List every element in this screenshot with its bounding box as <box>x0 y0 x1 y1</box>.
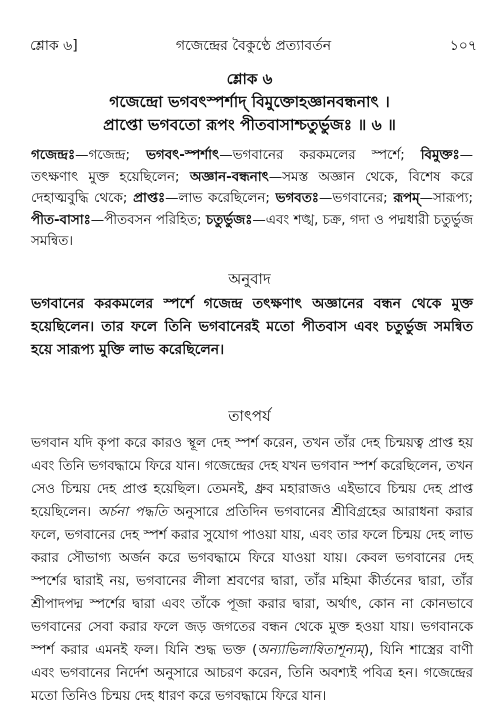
synonym-meaning: —গজেন্দ্র; <box>75 148 146 163</box>
purport-italic-term: অন্যাভিলাষিতাশূন্যম্ <box>257 643 364 658</box>
synonym-word: অজ্ঞান-বন্ধনাৎ <box>189 169 269 185</box>
verse-title: শ্লোক ৬ <box>226 70 273 88</box>
synonym-meaning: —পীতবসন পরিহিত; <box>90 212 206 228</box>
synonym-word: ভগবতঃ <box>275 191 319 207</box>
translation-heading: অনুবাদ <box>228 270 271 288</box>
running-header <box>30 34 477 54</box>
synonym-word: চতুর্ভুজঃ <box>205 212 253 228</box>
synonym-word: ভগবৎ-স্পর্শাৎ <box>145 148 220 163</box>
purport-italic-term: অর্চনা পদ্ধতি <box>97 505 168 520</box>
synonym-word: পীত-বাসাঃ <box>31 212 91 228</box>
synonym-meaning: —সমস্ত অজ্ঞান থেকে, বিশেষ করে দেহাত্মবুদ্ধি থেকে; <box>31 169 474 207</box>
purport-paragraph <box>31 432 473 708</box>
page-number: ১০৭ <box>449 38 477 54</box>
synonym-meaning: —ভগবানের করকমলের স্পর্শে; <box>219 148 421 163</box>
synonym-meaning: —সারূপ্য; <box>419 191 473 207</box>
header-chapter-title: গজেন্দ্রের বৈকুণ্ঠে প্রত্যাবর্তন <box>175 38 332 54</box>
synonyms-paragraph <box>31 145 473 253</box>
synonym-word: গজেন্দ্রঃ <box>31 148 76 163</box>
synonym-meaning: —ভগবানের; <box>318 191 394 207</box>
purport-text: ), যিনি শাস্ত্রের বাণী এবং ভগবানের নির্দেশ অনুসারে আচরণ করেন, তিনি অবশ্যই পবিত্র হন। গজেন্দ্রের মতো তিনিও চিন্ময় দেহ ধারণ করে ভগবদ্ধামে ফিরে যান। <box>31 643 473 704</box>
purport-text: অনুসারে প্রতিদিন ভগবানের শ্রীবিগ্রহের আরাধনা করার ফলে, ভগবানের দেহ স্পর্শ করার সুযোগ পাওয়া যায়, এবং তার ফলে চিন্ময় দেহ লাভ করার সৌভাগ্য অর্জন করে ভগবদ্ধামে ফিরে যাওয়া যায়। কেবল ভগবানের দেহ স্পর্শের দ্বারাই নয়, ভগবানের লীলা শ্রবণের দ্বারা, তাঁর মহিমা কীর্তনের দ্বারা, তাঁর শ্রীপাদপদ্ম স্পর্শের দ্বারা এবং তাঁকে পূজা করার দ্বারা, অর্থাৎ, কোন না কোনভাবে ভগবানের সেবা করার ফলে জড় জগতের বন্ধন থেকে মুক্ত হওয়া যায়। ভগবানকে স্পর্শ করার এমনই ফল। যিনি শুদ্ধ ভক্ত ( <box>31 505 473 658</box>
synonym-meaning: —এবং শঙ্খ, চক্র, গদা ও পদ্মধারী চতুর্ভুজ সমন্বিত। <box>31 212 473 250</box>
synonym-word: প্রাপ্তঃ <box>133 191 166 207</box>
translation-paragraph: ভগবানের করকমলের স্পর্শে গজেন্দ্র তৎক্ষণাৎ অজ্ঞানের বন্ধন থেকে মুক্ত হয়েছিলেন। তার ফলে তিনি ভগবানেরই মতো পীতবাস এবং চতুর্ভুজ সমন্বিত হয়ে সারূপ্য মুক্তি লাভ করেছিলেন। <box>31 296 473 358</box>
synonym-word: রূপম্ <box>393 191 420 207</box>
synonym-word: বিমুক্তঃ <box>420 148 460 163</box>
purport-text: ভগবান যদি কৃপা করে কারও স্থূল দেহ স্পর্শ করেন, তখন তাঁর দেহ চিন্ময়ত্ব প্রাপ্ত হয় এবং তিনি ভগবদ্ধামে ফিরে যান। গজেন্দ্রের দেহ যখন ভগবান স্পর্শ করেছিলেন, তখন সেও চিন্ময় দেহ প্রাপ্ত হয়েছিল। তেমনই, ধ্রুব মহারাজও এইভাবে চিন্ময় দেহ প্রাপ্ত হয়েছিলেন। <box>31 436 473 520</box>
purport-heading: তাৎপর্য <box>228 407 271 425</box>
verse-line-2: প্রাপ্তো ভগবতো রূপং পীতবাসাশ্চতুর্ভুজঃ ॥ ৬ ॥ <box>103 116 396 134</box>
verse-line-1: গজেন্দ্রো ভগবৎস্পর্শাদ্ বিমুক্তোহজ্ঞানবন্ধনাৎ । <box>109 93 390 111</box>
synonym-meaning: —তৎক্ষণাৎ মুক্ত হয়েছিলেন; <box>31 148 473 185</box>
header-verse-ref: শ্লোক ৬] <box>30 38 78 54</box>
synonym-meaning: —লাভ করেছিলেন; <box>165 191 276 207</box>
